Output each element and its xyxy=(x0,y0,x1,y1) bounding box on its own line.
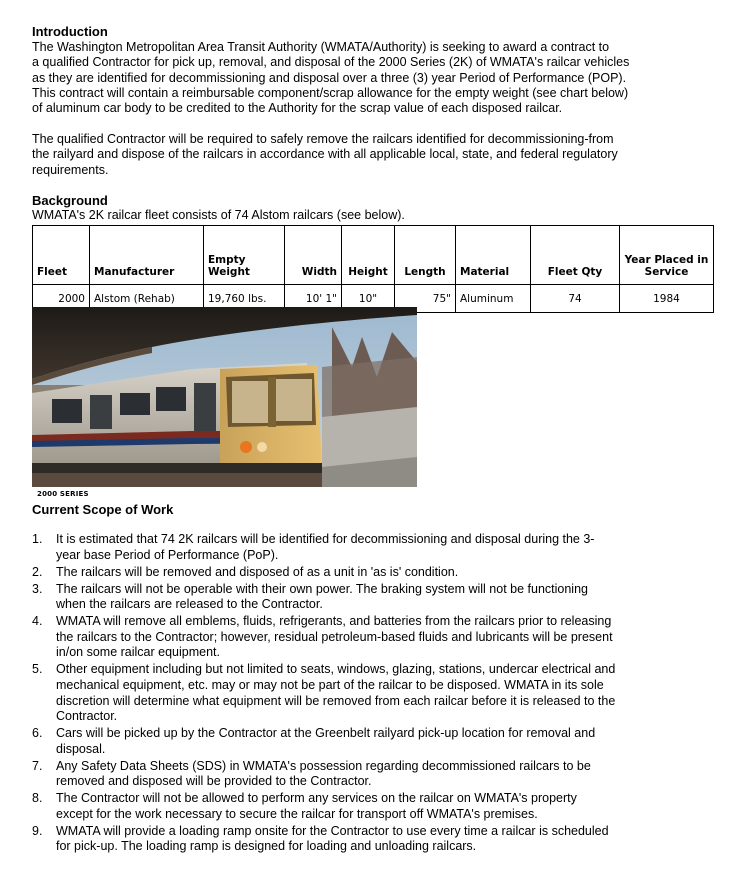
text-line: The Washington Metropolitan Area Transit Authority (WMATA/Authority) is seeking to award a contract to xyxy=(32,40,610,54)
header-fleet: Fleet xyxy=(33,226,90,285)
scope-list xyxy=(32,532,692,856)
table-header-row xyxy=(33,226,714,285)
text-line: requirements. xyxy=(32,162,109,177)
header-fleet-qty: Fleet Qty xyxy=(531,226,620,285)
list-text xyxy=(56,582,692,613)
list-text xyxy=(56,824,692,855)
text-line: when the railcars are released to the Contractor. xyxy=(56,597,323,612)
list-text xyxy=(56,662,692,724)
header-year-line: Year Placed in xyxy=(624,254,709,266)
list-number: 8. xyxy=(32,791,43,806)
railcar-photo xyxy=(32,307,417,487)
cell-material: Aluminum xyxy=(456,285,531,313)
text-line: disposal. xyxy=(56,741,106,756)
header-year-placed xyxy=(620,226,714,285)
list-number: 7. xyxy=(32,758,43,773)
text-line: as they are identified for decommissioning and disposal over a three (3) year Period of Performance (POP). xyxy=(32,70,627,85)
text-line: Contractor. xyxy=(56,709,118,724)
text-line: removed and disposed will be provided to the Contractor. xyxy=(56,774,372,789)
requirements-paragraph xyxy=(32,132,618,178)
cell-height: 10" xyxy=(342,285,395,313)
text-line: a qualified Contractor for pick up, removal, and disposal of the 2000 Series (2K) of WMATA's railcar vehicles xyxy=(32,55,630,70)
list-text xyxy=(56,726,692,757)
list-number: 9. xyxy=(32,823,43,838)
list-item xyxy=(32,726,692,757)
list-number: 1. xyxy=(32,532,43,546)
list-number: 4. xyxy=(32,614,43,629)
text-line: WMATA will remove all emblems, fluids, refrigerants, and batteries from the railcars prior to releasing xyxy=(56,614,612,629)
background-text: WMATA's 2K railcar fleet consists of 74 Alstom railcars (see below). xyxy=(32,208,405,222)
list-item xyxy=(32,532,692,563)
header-width: Width xyxy=(285,226,342,285)
list-item xyxy=(32,582,692,613)
list-number: 3. xyxy=(32,581,43,596)
header-empty-weight xyxy=(204,226,285,285)
header-weight-line: Empty xyxy=(208,254,246,266)
header-year-line: Service xyxy=(644,266,689,278)
cell-weight: 19,760 lbs. xyxy=(204,285,285,313)
header-material: Material xyxy=(456,226,531,285)
cell-qty: 74 xyxy=(531,285,620,313)
text-line: for pick-up. The loading ramp is designed for loading and unloading railcars. xyxy=(56,839,477,854)
cell-manufacturer: Alstom (Rehab) xyxy=(90,285,204,313)
header-length: Length xyxy=(395,226,456,285)
cell-fleet: 2000 xyxy=(33,285,90,313)
list-number: 5. xyxy=(32,662,43,677)
text-line: The railcars will be removed and disposed of as a unit in 'as is' condition. xyxy=(56,564,459,579)
list-text xyxy=(56,532,692,563)
text-line: Other equipment including but not limited to seats, windows, glazing, stations, undercar electrical and xyxy=(56,662,616,677)
text-line: except for the work necessary to secure the railcar for transport off WMATA's premises. xyxy=(56,806,538,821)
introduction-heading: Introduction xyxy=(32,24,108,39)
cell-year: 1984 xyxy=(620,285,714,313)
list-text xyxy=(56,614,692,661)
photo-caption: 2000 SERIES xyxy=(37,490,89,498)
text-line: Cars will be picked up by the Contractor at the Greenbelt railyard pick-up location for removal and xyxy=(56,726,596,741)
text-line: the railyard and dispose of the railcars in accordance with all applicable local, state, and federal regulatory xyxy=(32,147,618,162)
list-item xyxy=(32,662,692,724)
text-line: year base Period of Performance (PoP). xyxy=(56,547,279,562)
header-weight-line: Weight xyxy=(208,266,250,278)
railcar-illustration xyxy=(32,307,417,487)
list-item xyxy=(32,565,692,581)
header-height: Height xyxy=(342,226,395,285)
text-line: This contract will contain a reimbursable component/scrap allowance for the empty weight (see chart below) xyxy=(32,85,629,100)
list-item xyxy=(32,759,692,790)
list-text xyxy=(56,759,692,790)
text-line: the railcars to the Contractor; however, residual petroleum-based fluids and lubricants will be present xyxy=(56,629,613,644)
list-number: 2. xyxy=(32,564,43,579)
text-line: discretion will determine what equipment will be removed from each railcar before it is released to the xyxy=(56,693,616,708)
text-line: The qualified Contractor will be required to safely remove the railcars identified for decommissioning-from xyxy=(32,132,614,146)
list-item xyxy=(32,824,692,855)
list-text xyxy=(56,565,692,581)
fleet-spec-table xyxy=(32,225,714,313)
text-line: in/on some railcar equipment. xyxy=(56,645,220,660)
text-line: mechanical equipment, etc. may or may not be part of the railcar to be disposed. WMATA in its sole xyxy=(56,677,604,692)
list-item xyxy=(32,614,692,661)
cell-length: 75" xyxy=(395,285,456,313)
text-line: WMATA will provide a loading ramp onsite for the Contractor to use every time a railcar is scheduled xyxy=(56,823,609,838)
scope-heading: Current Scope of Work xyxy=(32,502,174,517)
text-line: It is estimated that 74 2K railcars will be identified for decommissioning and disposal during the 3- xyxy=(56,532,595,546)
text-line: The Contractor will not be allowed to perform any services on the railcar on WMATA's property xyxy=(56,791,577,806)
text-line: of aluminum car body to be credited to the Authority for the scrap value of each disposed railcar. xyxy=(32,101,563,116)
list-number: 6. xyxy=(32,726,43,741)
background-heading: Background xyxy=(32,193,108,208)
header-manufacturer: Manufacturer xyxy=(90,226,204,285)
list-item xyxy=(32,791,692,822)
introduction-paragraph xyxy=(32,40,629,116)
text-line: The railcars will not be operable with their own power. The braking system will not be functioning xyxy=(56,581,588,596)
text-line: Any Safety Data Sheets (SDS) in WMATA's possession regarding decommissioned railcars to be xyxy=(56,758,591,773)
list-text xyxy=(56,791,692,822)
cell-width: 10' 1" xyxy=(285,285,342,313)
